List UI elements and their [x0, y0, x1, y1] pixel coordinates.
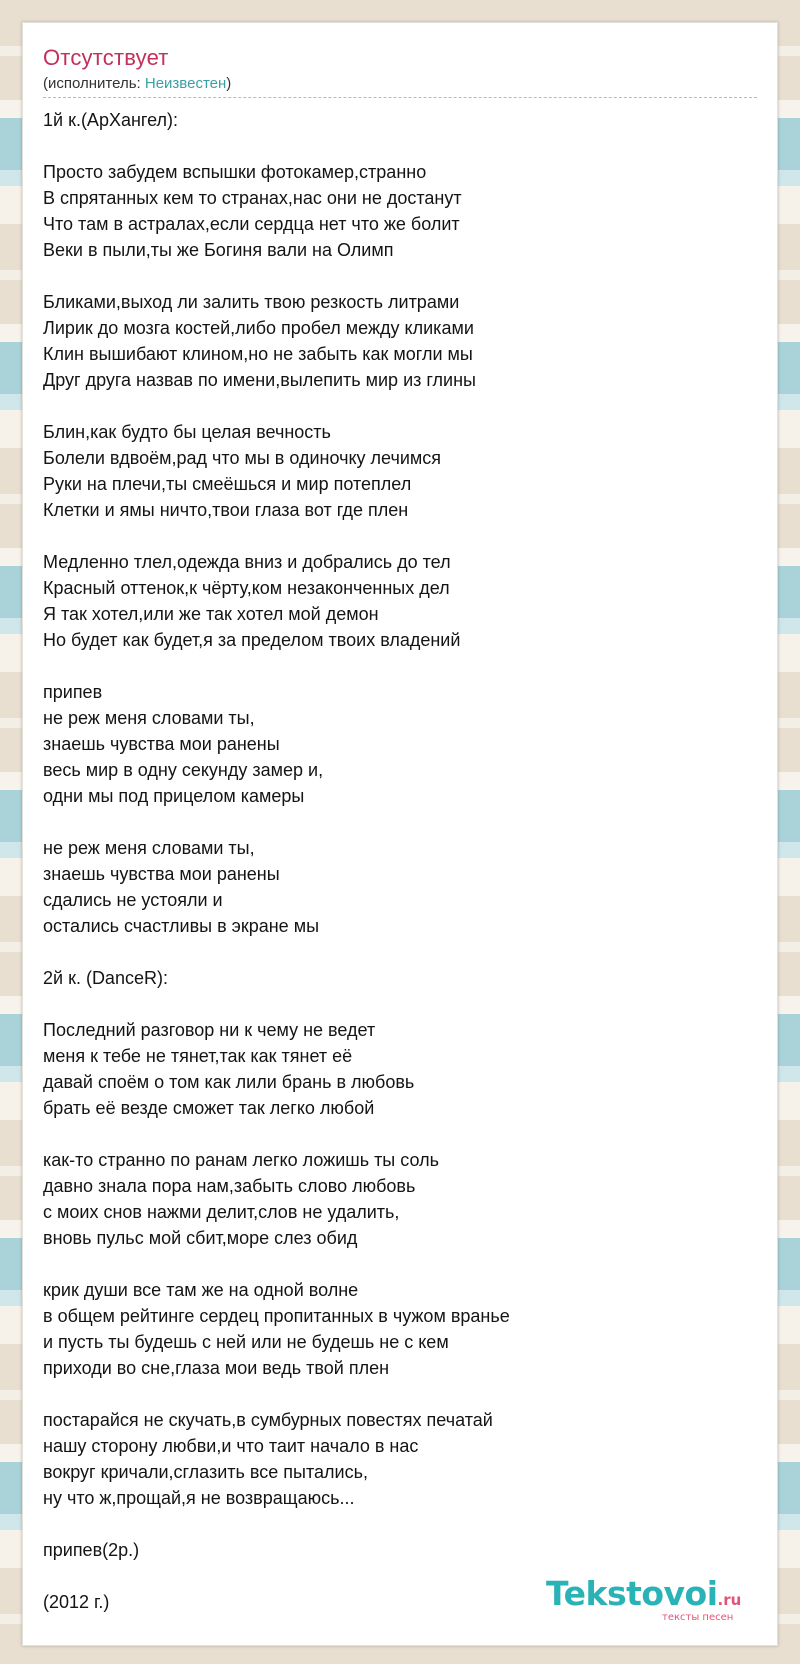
- lyric-line: [43, 523, 757, 549]
- lyric-line: весь мир в одну секунду замер и,: [43, 760, 324, 780]
- lyric-line: одни мы под прицелом камеры: [43, 786, 305, 806]
- lyric-line: припев(2р.): [43, 1540, 140, 1560]
- lyrics-page: [22, 22, 778, 1646]
- lyric-line: и пусть ты будешь с ней или не будешь не с кем: [43, 1332, 449, 1352]
- lyric-line: крик души все там же на одной волне: [43, 1280, 359, 1300]
- lyric-line: [43, 653, 757, 679]
- lyric-line: не реж меня словами ты,: [43, 838, 255, 858]
- logo-tld: .ru: [717, 1591, 742, 1609]
- lyric-line: В спрятанных кем то странах,нас они не достанут: [43, 188, 462, 208]
- lyric-line: Клетки и ямы ничто,твои глаза вот где плен: [43, 500, 409, 520]
- lyric-line: давай споём о том как лили брань в любовь: [43, 1072, 415, 1092]
- lyric-line: [43, 809, 757, 835]
- lyric-line: Но будет как будет,я за пределом твоих владений: [43, 630, 461, 650]
- lyric-line: [43, 133, 757, 159]
- song-title: Отсутствует: [43, 45, 169, 70]
- lyric-line: Веки в пыли,ты же Богиня вали на Олимп: [43, 240, 394, 260]
- lyric-line: [43, 939, 757, 965]
- performer-link[interactable]: Неизвестен: [144, 75, 227, 92]
- lyric-line: знаешь чувства мои ранены: [43, 864, 280, 884]
- lyric-line: [43, 393, 757, 419]
- lyric-line: Бликами,выход ли залить твою резкость литрами: [43, 292, 460, 312]
- lyric-line: Последний разговор ни к чему не ведет: [43, 1020, 376, 1040]
- lyrics-text: [43, 107, 757, 1615]
- lyric-line: постарайся не скучать,в сумбурных повестях печатай: [43, 1410, 493, 1430]
- lyric-line: [43, 1121, 757, 1147]
- lyric-line: [43, 991, 757, 1017]
- lyric-line: Друг друга назвав по имени,вылепить мир из глины: [43, 370, 476, 390]
- lyric-line: 1й к.(АрХангел):: [43, 110, 178, 130]
- lyric-line: знаешь чувства мои ранены: [43, 734, 280, 754]
- lyric-line: остались счастливы в экране мы: [43, 916, 320, 936]
- logo-main-text: Tekstovoi: [546, 1574, 718, 1613]
- dashed-divider: [43, 97, 757, 98]
- lyric-line: брать её везде сможет так легко любой: [43, 1098, 375, 1118]
- lyric-line: Руки на плечи,ты смеёшься и мир потеплел: [43, 474, 412, 494]
- lyric-line: [43, 1251, 757, 1277]
- performer-prefix: (исполнитель:: [43, 75, 145, 92]
- lyric-line: [43, 1381, 757, 1407]
- lyric-line: как-то странно по ранам легко ложишь ты соль: [43, 1150, 439, 1170]
- lyric-line: Болели вдвоём,рад что мы в одиночку лечимся: [43, 448, 442, 468]
- lyric-line: меня к тебе не тянет,так как тянет её: [43, 1046, 353, 1066]
- lyric-line: приходи во сне,глаза мои ведь твой плен: [43, 1358, 390, 1378]
- lyric-line: 2й к. (DanceR):: [43, 968, 168, 988]
- lyric-line: не реж меня словами ты,: [43, 708, 255, 728]
- lyric-line: давно знала пора нам,забыть слово любовь: [43, 1176, 416, 1196]
- lyric-line: Красный оттенок,к чёрту,ком незаконченных дел: [43, 578, 450, 598]
- lyric-line: в общем рейтинге сердец пропитанных в чужом вранье: [43, 1306, 510, 1326]
- lyric-line: Что там в астралах,если сердца нет что же болит: [43, 214, 460, 234]
- lyric-line: [43, 263, 757, 289]
- logo-tagline: тексты песен: [662, 1612, 734, 1623]
- lyric-line: Блин,как будто бы целая вечность: [43, 422, 331, 442]
- lyric-line: с моих снов нажми делит,слов не удалить,: [43, 1202, 400, 1222]
- lyric-line: Просто забудем вспышки фотокамер,странно: [43, 162, 427, 182]
- lyric-line: (2012 г.): [43, 1592, 110, 1612]
- lyric-line: [43, 1511, 757, 1537]
- lyric-line: Лирик до мозга костей,либо пробел между кликами: [43, 318, 474, 338]
- lyric-line: припев: [43, 682, 103, 702]
- performer-line: [43, 75, 231, 92]
- lyric-line: Я так хотел,или же так хотел мой демон: [43, 604, 379, 624]
- performer-suffix: ): [226, 75, 232, 92]
- lyric-line: вокруг кричали,сглазить все пытались,: [43, 1462, 368, 1482]
- lyric-line: Медленно тлел,одежда вниз и добрались до тел: [43, 552, 451, 572]
- lyric-line: нашу сторону любви,и что таит начало в нас: [43, 1436, 419, 1456]
- lyric-line: ну что ж,прощай,я не возвращаюсь...: [43, 1488, 355, 1508]
- lyric-line: сдались не устояли и: [43, 890, 223, 910]
- lyric-line: Клин вышибают клином,но не забыть как могли мы: [43, 344, 473, 364]
- lyric-line: вновь пульс мой сбит,море слез обид: [43, 1228, 358, 1248]
